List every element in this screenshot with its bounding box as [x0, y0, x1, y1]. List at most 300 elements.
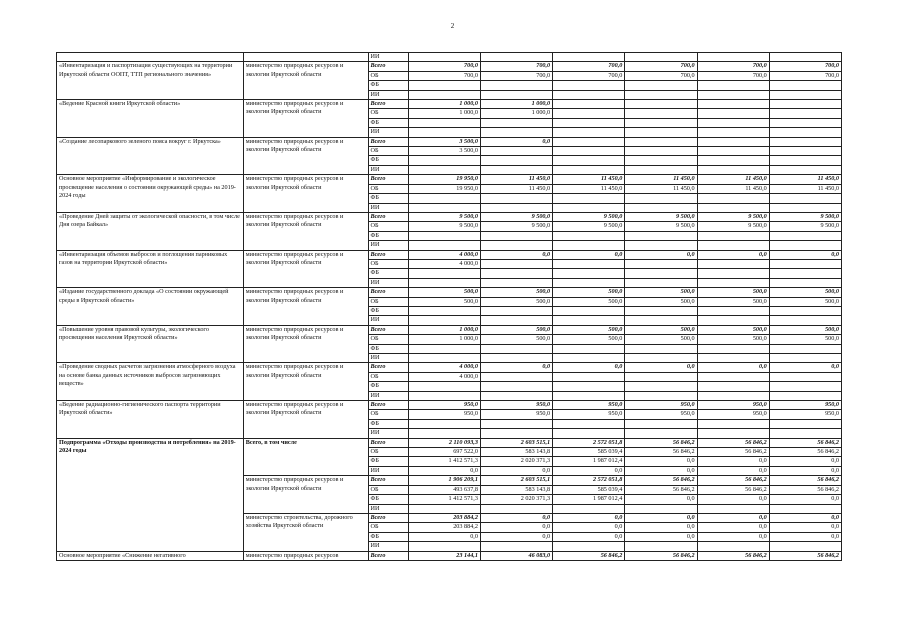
amount-cell: 56 846,2	[625, 476, 697, 485]
amount-cell	[697, 382, 769, 391]
amount-cell	[697, 147, 769, 156]
table-row	[57, 100, 842, 109]
amount-cell: 0,0	[697, 532, 769, 541]
table-row	[57, 288, 842, 297]
amount-cell: 0,0	[553, 466, 625, 475]
amount-cell	[553, 269, 625, 278]
amount-cell: 0,0	[480, 466, 552, 475]
amount-cell: 500,0	[625, 297, 697, 306]
amount-cell	[625, 53, 697, 62]
amount-cell: 9 500,0	[769, 222, 841, 231]
amount-cell: 4 000,0	[408, 259, 480, 268]
amount-cell	[480, 165, 552, 174]
amount-cell	[769, 100, 841, 109]
amount-cell: 0,0	[553, 363, 625, 372]
amount-cell: 0,0	[769, 466, 841, 475]
amount-cell	[553, 203, 625, 212]
amount-cell: 9 500,0	[553, 222, 625, 231]
table-row	[57, 325, 842, 334]
amount-cell	[625, 391, 697, 400]
amount-cell	[553, 109, 625, 118]
amount-cell	[408, 391, 480, 400]
amount-cell: 56 846,2	[769, 438, 841, 447]
amount-cell: 9 500,0	[553, 212, 625, 221]
amount-cell: 9 500,0	[697, 212, 769, 221]
amount-cell: 500,0	[480, 288, 552, 297]
amount-cell	[697, 231, 769, 240]
funding-source-cell: ОБ	[368, 335, 408, 344]
amount-cell: 11 450,0	[625, 175, 697, 184]
funding-source-cell: ФБ	[368, 81, 408, 90]
amount-cell	[408, 203, 480, 212]
funding-source-cell: ФБ	[368, 194, 408, 203]
amount-cell: 0,0	[697, 466, 769, 475]
amount-cell	[408, 156, 480, 165]
amount-cell: 2 603 515,1	[480, 438, 552, 447]
funding-source-cell: Всего	[368, 137, 408, 146]
amount-cell: 697 522,0	[408, 448, 480, 457]
amount-cell: 950,0	[553, 401, 625, 410]
amount-cell	[697, 81, 769, 90]
table-row	[57, 438, 842, 447]
amount-cell: 4 000,0	[408, 250, 480, 259]
activity-name-cell: Подпрограмма «Отходы производства и потребления» на 2019-2024 годы	[57, 438, 244, 551]
amount-cell: 0,0	[553, 532, 625, 541]
amount-cell: 1 000,0	[408, 335, 480, 344]
amount-cell	[553, 165, 625, 174]
amount-cell	[697, 278, 769, 287]
amount-cell	[697, 354, 769, 363]
funding-source-cell: ИИ	[368, 203, 408, 212]
amount-cell: 0,0	[625, 513, 697, 522]
amount-cell: 0,0	[553, 513, 625, 522]
amount-cell: 9 500,0	[480, 212, 552, 221]
responsible-cell	[243, 53, 368, 62]
funding-source-cell: ФБ	[368, 306, 408, 315]
funding-source-cell: ИИ	[368, 542, 408, 551]
amount-cell	[769, 231, 841, 240]
amount-cell: 500,0	[769, 325, 841, 334]
amount-cell	[480, 354, 552, 363]
amount-cell: 2 020 371,3	[480, 457, 552, 466]
amount-cell	[697, 429, 769, 438]
amount-cell	[408, 90, 480, 99]
funding-source-cell: Всего	[368, 288, 408, 297]
amount-cell	[408, 53, 480, 62]
amount-cell	[480, 156, 552, 165]
responsible-cell: Всего, в том числе	[243, 438, 368, 476]
amount-cell	[697, 259, 769, 268]
amount-cell: 0,0	[408, 466, 480, 475]
amount-cell	[769, 542, 841, 551]
amount-cell	[480, 90, 552, 99]
funding-source-cell: Всего	[368, 212, 408, 221]
funding-source-cell: Всего	[368, 62, 408, 71]
funding-source-cell: ФБ	[368, 532, 408, 541]
amount-cell	[697, 542, 769, 551]
amount-cell	[769, 278, 841, 287]
amount-cell	[553, 53, 625, 62]
amount-cell: 19 950,0	[408, 184, 480, 193]
amount-cell: 0,0	[769, 495, 841, 504]
amount-cell: 500,0	[769, 335, 841, 344]
funding-source-cell: ИИ	[368, 466, 408, 475]
amount-cell	[408, 241, 480, 250]
funding-source-cell: Всего	[368, 250, 408, 259]
amount-cell: 950,0	[553, 410, 625, 419]
responsible-cell: министерство природных ресурсов	[243, 551, 368, 560]
amount-cell: 500,0	[769, 288, 841, 297]
funding-source-cell: Всего	[368, 551, 408, 560]
funding-source-cell: ФБ	[368, 269, 408, 278]
amount-cell: 56 846,2	[697, 551, 769, 560]
amount-cell: 1 000,0	[408, 100, 480, 109]
amount-cell: 0,0	[697, 495, 769, 504]
responsible-cell: министерство строительства, дорожного хозяйства Иркутской области	[243, 513, 368, 551]
funding-source-cell: ФБ	[368, 231, 408, 240]
amount-cell	[769, 90, 841, 99]
amount-cell: 0,0	[480, 523, 552, 532]
amount-cell: 500,0	[553, 297, 625, 306]
amount-cell	[625, 231, 697, 240]
funding-source-cell: ФБ	[368, 344, 408, 353]
amount-cell	[697, 90, 769, 99]
activity-name-cell: Основное мероприятие «Снижение негативного	[57, 551, 244, 560]
amount-cell: 2 572 051,8	[553, 476, 625, 485]
amount-cell: 500,0	[480, 297, 552, 306]
amount-cell: 700,0	[625, 71, 697, 80]
amount-cell: 1 987 012,4	[553, 495, 625, 504]
table-row	[57, 53, 842, 62]
amount-cell: 0,0	[625, 532, 697, 541]
funding-source-cell: ФБ	[368, 382, 408, 391]
amount-cell	[697, 269, 769, 278]
amount-cell: 0,0	[769, 523, 841, 532]
amount-cell	[769, 109, 841, 118]
activity-name-cell: «Инвентаризация и паспортизация существующих на территории Иркутской области ООПТ, ТТП регионального значения»	[57, 62, 244, 100]
amount-cell	[769, 372, 841, 381]
amount-cell: 56 846,2	[769, 448, 841, 457]
amount-cell	[769, 147, 841, 156]
amount-cell	[480, 504, 552, 513]
amount-cell: 500,0	[408, 288, 480, 297]
amount-cell: 0,0	[553, 250, 625, 259]
amount-cell: 0,0	[697, 513, 769, 522]
amount-cell: 500,0	[553, 288, 625, 297]
amount-cell	[553, 90, 625, 99]
amount-cell: 11 450,0	[625, 184, 697, 193]
amount-cell: 203 884,2	[408, 513, 480, 522]
page-number: 2	[450, 22, 455, 30]
responsible-cell: министерство природных ресурсов и экологии Иркутской области	[243, 401, 368, 439]
amount-cell: 1 987 012,4	[553, 457, 625, 466]
funding-source-cell: ИИ	[368, 316, 408, 325]
amount-cell: 11 450,0	[769, 175, 841, 184]
amount-cell	[697, 504, 769, 513]
funding-source-cell: ОБ	[368, 184, 408, 193]
amount-cell	[625, 306, 697, 315]
amount-cell: 0,0	[769, 250, 841, 259]
amount-cell: 950,0	[408, 410, 480, 419]
amount-cell	[408, 81, 480, 90]
funding-source-cell: Всего	[368, 100, 408, 109]
amount-cell	[480, 382, 552, 391]
funding-source-cell: ИИ	[368, 391, 408, 400]
funding-source-cell: ОБ	[368, 523, 408, 532]
amount-cell	[408, 306, 480, 315]
amount-cell	[697, 137, 769, 146]
amount-cell: 500,0	[480, 335, 552, 344]
activity-name-cell: Основное мероприятие «Информирование и экологическое просвещение населения о состоянии окружающей среды» на 2019-2024 годы	[57, 175, 244, 213]
amount-cell: 0,0	[769, 513, 841, 522]
amount-cell	[553, 259, 625, 268]
amount-cell: 56 846,2	[625, 448, 697, 457]
amount-cell: 700,0	[553, 62, 625, 71]
activity-name-cell: «Проведение сводных расчетов загрязнения атмосферного воздуха на основе банка данных источников выбросов загрязняющих веществ»	[57, 363, 244, 401]
amount-cell: 0,0	[480, 250, 552, 259]
responsible-cell: министерство природных ресурсов и экологии Иркутской области	[243, 288, 368, 326]
amount-cell: 500,0	[480, 325, 552, 334]
amount-cell	[408, 128, 480, 137]
amount-cell	[625, 429, 697, 438]
amount-cell: 11 450,0	[769, 184, 841, 193]
amount-cell: 493 637,8	[408, 485, 480, 494]
amount-cell	[697, 241, 769, 250]
amount-cell: 583 143,8	[480, 485, 552, 494]
amount-cell: 950,0	[408, 401, 480, 410]
amount-cell	[480, 128, 552, 137]
amount-cell: 585 039,4	[553, 448, 625, 457]
amount-cell	[553, 419, 625, 428]
amount-cell	[625, 109, 697, 118]
amount-cell	[697, 109, 769, 118]
amount-cell: 4 000,0	[408, 363, 480, 372]
funding-source-cell: ОБ	[368, 109, 408, 118]
amount-cell	[769, 504, 841, 513]
funding-source-cell: ИИ	[368, 354, 408, 363]
activity-name-cell	[57, 53, 244, 62]
amount-cell: 700,0	[697, 71, 769, 80]
amount-cell: 0,0	[480, 363, 552, 372]
amount-cell	[625, 165, 697, 174]
amount-cell: 203 884,2	[408, 523, 480, 532]
table-row	[57, 212, 842, 221]
amount-cell	[553, 542, 625, 551]
funding-source-cell: ОБ	[368, 448, 408, 457]
funding-source-cell: Всего	[368, 175, 408, 184]
amount-cell: 46 083,0	[480, 551, 552, 560]
amount-cell: 1 412 571,3	[408, 495, 480, 504]
amount-cell	[697, 203, 769, 212]
amount-cell	[408, 429, 480, 438]
amount-cell	[769, 382, 841, 391]
amount-cell: 9 500,0	[480, 222, 552, 231]
funding-source-cell: Всего	[368, 476, 408, 485]
amount-cell	[625, 81, 697, 90]
funding-source-cell: Всего	[368, 325, 408, 334]
amount-cell	[553, 316, 625, 325]
funding-source-cell: ОБ	[368, 410, 408, 419]
amount-cell: 11 450,0	[697, 184, 769, 193]
funding-source-cell: Всего	[368, 401, 408, 410]
amount-cell: 700,0	[480, 71, 552, 80]
amount-cell: 0,0	[625, 495, 697, 504]
amount-cell	[697, 372, 769, 381]
amount-cell	[625, 128, 697, 137]
amount-cell	[553, 278, 625, 287]
amount-cell: 500,0	[625, 325, 697, 334]
amount-cell	[769, 128, 841, 137]
amount-cell: 56 846,2	[697, 485, 769, 494]
amount-cell: 2 020 371,3	[480, 495, 552, 504]
amount-cell: 700,0	[769, 62, 841, 71]
amount-cell: 56 846,2	[625, 438, 697, 447]
amount-cell: 0,0	[408, 532, 480, 541]
table-row	[57, 175, 842, 184]
amount-cell: 950,0	[625, 410, 697, 419]
amount-cell: 56 846,2	[625, 485, 697, 494]
amount-cell: 9 500,0	[408, 212, 480, 221]
amount-cell: 1 000,0	[408, 325, 480, 334]
funding-source-cell: ИИ	[368, 128, 408, 137]
funding-source-cell: ИИ	[368, 504, 408, 513]
amount-cell: 585 039,4	[553, 485, 625, 494]
amount-cell: 500,0	[697, 288, 769, 297]
amount-cell	[625, 372, 697, 381]
amount-cell	[408, 504, 480, 513]
amount-cell: 4 000,0	[408, 372, 480, 381]
responsible-cell: министерство природных ресурсов и экологии Иркутской области	[243, 363, 368, 401]
amount-cell: 0,0	[697, 457, 769, 466]
amount-cell	[408, 382, 480, 391]
amount-cell	[408, 354, 480, 363]
responsible-cell: министерство природных ресурсов и экологии Иркутской области	[243, 250, 368, 288]
amount-cell: 500,0	[625, 288, 697, 297]
amount-cell: 950,0	[480, 401, 552, 410]
amount-cell: 11 450,0	[553, 175, 625, 184]
amount-cell: 700,0	[553, 71, 625, 80]
amount-cell	[697, 165, 769, 174]
amount-cell	[480, 391, 552, 400]
amount-cell: 500,0	[553, 335, 625, 344]
amount-cell	[625, 100, 697, 109]
amount-cell: 1 412 571,3	[408, 457, 480, 466]
amount-cell	[625, 194, 697, 203]
amount-cell: 500,0	[408, 297, 480, 306]
amount-cell: 500,0	[625, 335, 697, 344]
funding-source-cell: ОБ	[368, 71, 408, 80]
amount-cell	[697, 194, 769, 203]
amount-cell: 950,0	[769, 401, 841, 410]
amount-cell: 9 500,0	[697, 222, 769, 231]
amount-cell: 0,0	[697, 363, 769, 372]
responsible-cell: министерство природных ресурсов и экологии Иркутской области	[243, 476, 368, 514]
amount-cell: 9 500,0	[408, 222, 480, 231]
amount-cell	[625, 90, 697, 99]
amount-cell	[769, 429, 841, 438]
amount-cell: 56 846,2	[625, 551, 697, 560]
activity-name-cell: «Инвентаризация объемов выбросов и поглощения парниковых газов на территории Иркутской области»	[57, 250, 244, 288]
funding-source-cell: ФБ	[368, 156, 408, 165]
funding-source-cell: ФБ	[368, 118, 408, 127]
amount-cell: 700,0	[769, 71, 841, 80]
amount-cell: 0,0	[769, 532, 841, 541]
amount-cell	[480, 419, 552, 428]
funding-source-cell: Всего	[368, 438, 408, 447]
amount-cell	[625, 278, 697, 287]
amount-cell	[769, 53, 841, 62]
amount-cell: 0,0	[697, 250, 769, 259]
amount-cell: 11 450,0	[480, 175, 552, 184]
activity-name-cell: «Ведение Красной книги Иркутской области»	[57, 100, 244, 138]
amount-cell	[769, 118, 841, 127]
table-row	[57, 250, 842, 259]
amount-cell: 500,0	[697, 335, 769, 344]
amount-cell: 23 144,1	[408, 551, 480, 560]
amount-cell	[769, 344, 841, 353]
amount-cell: 1 000,0	[480, 100, 552, 109]
amount-cell	[408, 344, 480, 353]
activity-name-cell: «Издание государственного доклада «О состоянии окружающей среды в Иркутской области»	[57, 288, 244, 326]
amount-cell	[769, 137, 841, 146]
amount-cell	[625, 259, 697, 268]
amount-cell	[553, 137, 625, 146]
amount-cell: 700,0	[408, 71, 480, 80]
amount-cell	[625, 147, 697, 156]
amount-cell	[480, 269, 552, 278]
amount-cell	[769, 316, 841, 325]
amount-cell	[697, 128, 769, 137]
amount-cell	[769, 241, 841, 250]
amount-cell	[625, 118, 697, 127]
amount-cell	[697, 306, 769, 315]
amount-cell	[769, 156, 841, 165]
amount-cell	[625, 382, 697, 391]
amount-cell	[769, 81, 841, 90]
responsible-cell: министерство природных ресурсов и экологии Иркутской области	[243, 100, 368, 138]
amount-cell	[553, 382, 625, 391]
amount-cell	[408, 542, 480, 551]
budget-table	[56, 52, 842, 561]
amount-cell: 700,0	[625, 62, 697, 71]
amount-cell	[769, 194, 841, 203]
amount-cell: 0,0	[697, 523, 769, 532]
amount-cell	[408, 165, 480, 174]
amount-cell	[769, 203, 841, 212]
amount-cell: 0,0	[769, 363, 841, 372]
amount-cell	[697, 391, 769, 400]
activity-name-cell: «Создание лесопаркового зеленого пояса вокруг г. Иркутска»	[57, 137, 244, 175]
amount-cell: 1 000,0	[408, 109, 480, 118]
amount-cell	[625, 203, 697, 212]
table-row	[57, 363, 842, 372]
amount-cell	[697, 100, 769, 109]
table-row	[57, 551, 842, 560]
amount-cell	[553, 118, 625, 127]
amount-cell: 500,0	[553, 325, 625, 334]
amount-cell	[553, 391, 625, 400]
amount-cell	[697, 344, 769, 353]
amount-cell: 0,0	[480, 137, 552, 146]
amount-cell	[769, 306, 841, 315]
amount-cell: 950,0	[625, 401, 697, 410]
amount-cell	[480, 203, 552, 212]
amount-cell	[553, 194, 625, 203]
amount-cell	[553, 344, 625, 353]
activity-name-cell: «Проведение Дней защиты от экологической опасности, в том числе Дня озера Байкал»	[57, 212, 244, 250]
amount-cell	[480, 344, 552, 353]
amount-cell: 2 110 093,3	[408, 438, 480, 447]
